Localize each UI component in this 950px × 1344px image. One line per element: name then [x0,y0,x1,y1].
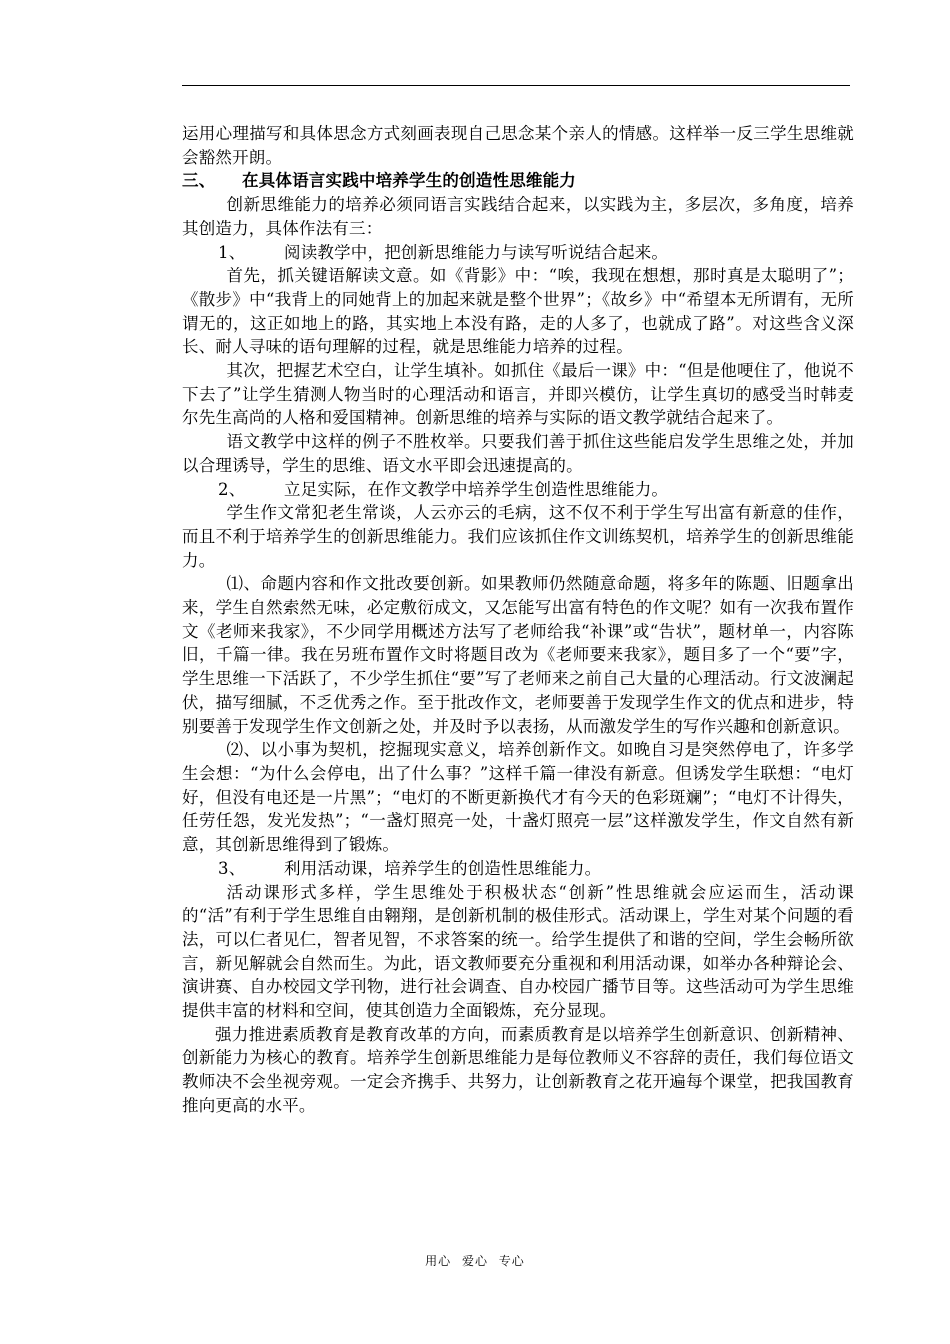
paragraph: 其次，把握艺术空白，让学生填补。如抓住《最后一课》中：“但是他哽住了，他说不下去了”让学生猜测人物当时的心理活动和语言，并即兴模仿，让学生真切的感受当时韩麦尔先生高尚的人格和爱国精神。创新思维的培养与实际的语文教学就结合起来了。 [182,361,854,428]
list-text: 立足实际，在作文教学中培养学生创造性思维能力。 [284,479,669,499]
section-number: 三、 [182,171,216,191]
paragraph: ⑴、命题内容和作文批改要创新。如果教师仍然随意命题，将多年的陈题、旧题拿出来，学生自然索然无味，必定敷衍成文，又怎能写出富有特色的作文呢？如有一次我布置作文《老师来我家》，不少同学用概述方法写了老师给我“补课”或“告状”，题材单一，内容陈旧，千篇一律。我在另班布置作文时将题目改为《老师要来我家》，题目多了一个“要”字，学生思维一下活跃了，不少学生抓住“要”写了老师来之前自己大量的心理活动。行文波澜起伏，描写细腻，不乏优秀之作。至于批改作文，老师要善于发现学生作文的优点和进步，特别要善于发现学生作文创新之处，并及时予以表扬，从而激发学生的写作兴趣和创新意识。 [182,574,854,736]
section-title: 在具体语言实践中培养学生的创造性思维能力 [242,171,576,191]
page-footer: 用心 爱心 专心 [425,1254,525,1268]
paragraph: 学生作文常犯老生常谈，人云亦云的毛病，这不仅不利于学生写出富有新意的佳作，而且不利于培养学生的创新思维能力。我们应该抓住作文训练契机，培养学生的创新思维能力。 [182,503,854,570]
paragraph-conclusion: 强力推进素质教育是教育改革的方向，而素质教育是以培养学生创新意识、创新精神、创新能力为核心的教育。培养学生创新思维能力是每位教师义不容辞的责任，我们每位语文教师决不会坐视旁观。一定会齐携手、共努力，让创新教育之花开遍每个课堂，把我国教育推向更高的水平。 [182,1024,854,1115]
list-item-3 [182,857,854,881]
list-number: 3、 [218,858,246,878]
paragraph: 活动课形式多样，学生思维处于积极状态“创新”性思维就会应运而生，活动课的“活”有利于学生思维自由翱翔，是创新机制的极佳形式。活动课上，学生对某个问题的看法，可以仁者见仁，智者见智，不求答案的统一。给学生提供了和谐的空间，学生会畅所欲言，新见解就会自然而生。为此，语文教师要充分重视和利用活动课，如举办各种辩论会、演讲赛、自办校园文学刊物，进行社会调查、自办校园广播节目等。这些活动可为学生思维提供丰富的材料和空间，使其创造力全面锻炼，充分显现。 [182,882,854,1021]
list-text: 利用活动课，培养学生的创造性思维能力。 [284,858,602,878]
document-body [182,122,854,1118]
list-number: 2、 [218,479,246,499]
paragraph: ⑵、以小事为契机，挖掘现实意义，培养创新作文。如晚自习是突然停电了，许多学生会想：“为什么会停电，出了什么事？”这样千篇一律没有新意。但诱发学生联想：“电灯好，但没有电还是一片黑”；“电灯的不断更新换代才有今天的色彩斑斓”；“电灯不计得失，任劳任怨，发光发热”；“一盏灯照亮一处，十盏灯照亮一层”这样激发学生，作文自然有新意，其创新思维得到了锻炼。 [182,740,854,855]
paragraph: 创新思维能力的培养必须同语言实践结合起来，以实践为主，多层次，多角度，培养其创造力，具体作法有三： [182,195,854,238]
list-item-2 [182,478,854,502]
list-item-1 [182,241,854,265]
list-text: 阅读教学中，把创新思维能力与读写听说结合起来。 [284,242,669,262]
section-heading-3 [182,169,854,193]
paragraph-continuation: 运用心理描写和具体思念方式刻画表现自己思念某个亲人的情感。这样举一反三学生思维就会豁然开朗。 [182,124,854,167]
paragraph: 首先，抓关键语解读文意。如《背影》中：“唉，我现在想想，那时真是太聪明了”；《散步》中“我背上的同她背上的加起来就是整个世界”；《故乡》中“希望本无所谓有，无所谓无的，这正如地上的路，其实地上本没有路，走的人多了，也就成了路”。对这些含义深长、耐人寻味的语句理解的过程，就是思维能力培养的过程。 [182,266,854,357]
list-number: 1、 [218,242,246,262]
header-rule [182,85,850,86]
paragraph: 语文教学中这样的例子不胜枚举。只要我们善于抓住这些能启发学生思维之处，并加以合理诱导，学生的思维、语文水平即会迅速提高的。 [182,432,854,475]
